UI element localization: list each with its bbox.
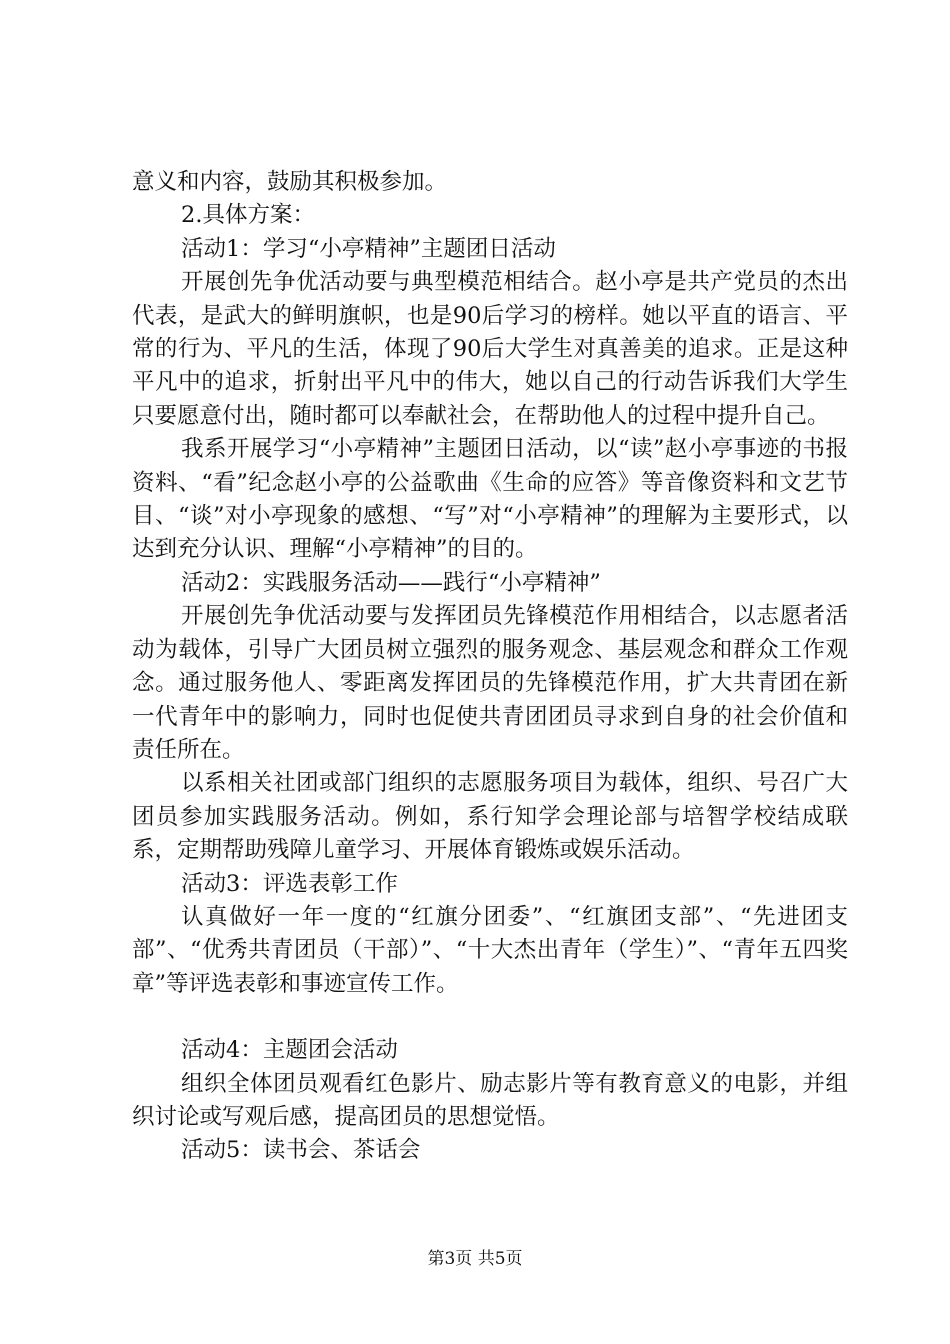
- paragraph-intro-continuation: 意义和内容，鼓励其积极参加。: [132, 169, 448, 195]
- activity-1-heading: 活动1：学习“小亭精神”主题团日活动: [181, 235, 556, 262]
- activity-4-heading: 活动4：主题团会活动: [181, 1037, 398, 1064]
- document-body: [132, 166, 848, 1168]
- activity-4-paragraph: 组织全体团员观看红色影片、励志影片等有教育意义的电影，并组织讨论或写观后感，提高团员的思想觉悟。: [132, 1070, 848, 1130]
- activity-2-paragraph-1: 开展创先争优活动要与发挥团员先锋模范作用相结合，以志愿者活动为载体，引导广大团员树立强烈的服务观念、基层观念和群众工作观念。通过服务他人、零距离发挥团员的先锋模范作用，扩大共青团在新一代青年中的影响力，同时也促使共青团团员寻求到自身的社会价值和责任所在。: [132, 603, 848, 763]
- activity-2-heading: 活动2：实践服务活动——践行“小亭精神”: [181, 569, 601, 596]
- activity-2-paragraph-2: 以系相关社团或部门组织的志愿服务项目为载体，组织、号召广大团员参加实践服务活动。例如，系行知学会理论部与培智学校结成联系，定期帮助残障儿童学习、开展体育锻炼或娱乐活动。: [132, 770, 848, 864]
- activity-3-paragraph: 认真做好一年一度的“红旗分团委”、“红旗团支部”、“先进团支部”、“优秀共青团员（干部）”、“十大杰出青年（学生）”、“青年五四奖章”等评选表彰和事迹宣传工作。: [132, 903, 848, 997]
- activity-1-paragraph-2: 我系开展学习“小亭精神”主题团日活动，以“读”赵小亭事迹的书报资料、“看”纪念赵小亭的公益歌曲《生命的应答》等音像资料和文艺节目、“谈”对小亭现象的感想、“写”对“小亭精神”的理解为主要形式，以达到充分认识、理解“小亭精神”的目的。: [132, 436, 848, 563]
- activity-3-heading: 活动3：评选表彰工作: [181, 870, 398, 897]
- section-heading-specific-plan: 2.具体方案：: [181, 202, 315, 229]
- paragraph-spacer: [132, 1001, 848, 1034]
- activity-1-paragraph-1: 开展创先争优活动要与典型模范相结合。赵小亭是共产党员的杰出代表，是武大的鲜明旗帜，也是90后学习的榜样。她以平直的语言、平常的行为、平凡的生活，体现了90后大学生对真善美的追求。正是这种平凡中的追求，折射出平凡中的伟大，她以自己的行动告诉我们大学生只要愿意付出，随时都可以奉献社会，在帮助他人的过程中提升自己。: [132, 269, 848, 429]
- page-number-indicator: 第3页 共5页: [427, 1249, 523, 1269]
- page-footer: [0, 1244, 950, 1269]
- activity-5-heading: 活动5：读书会、茶话会: [181, 1137, 421, 1164]
